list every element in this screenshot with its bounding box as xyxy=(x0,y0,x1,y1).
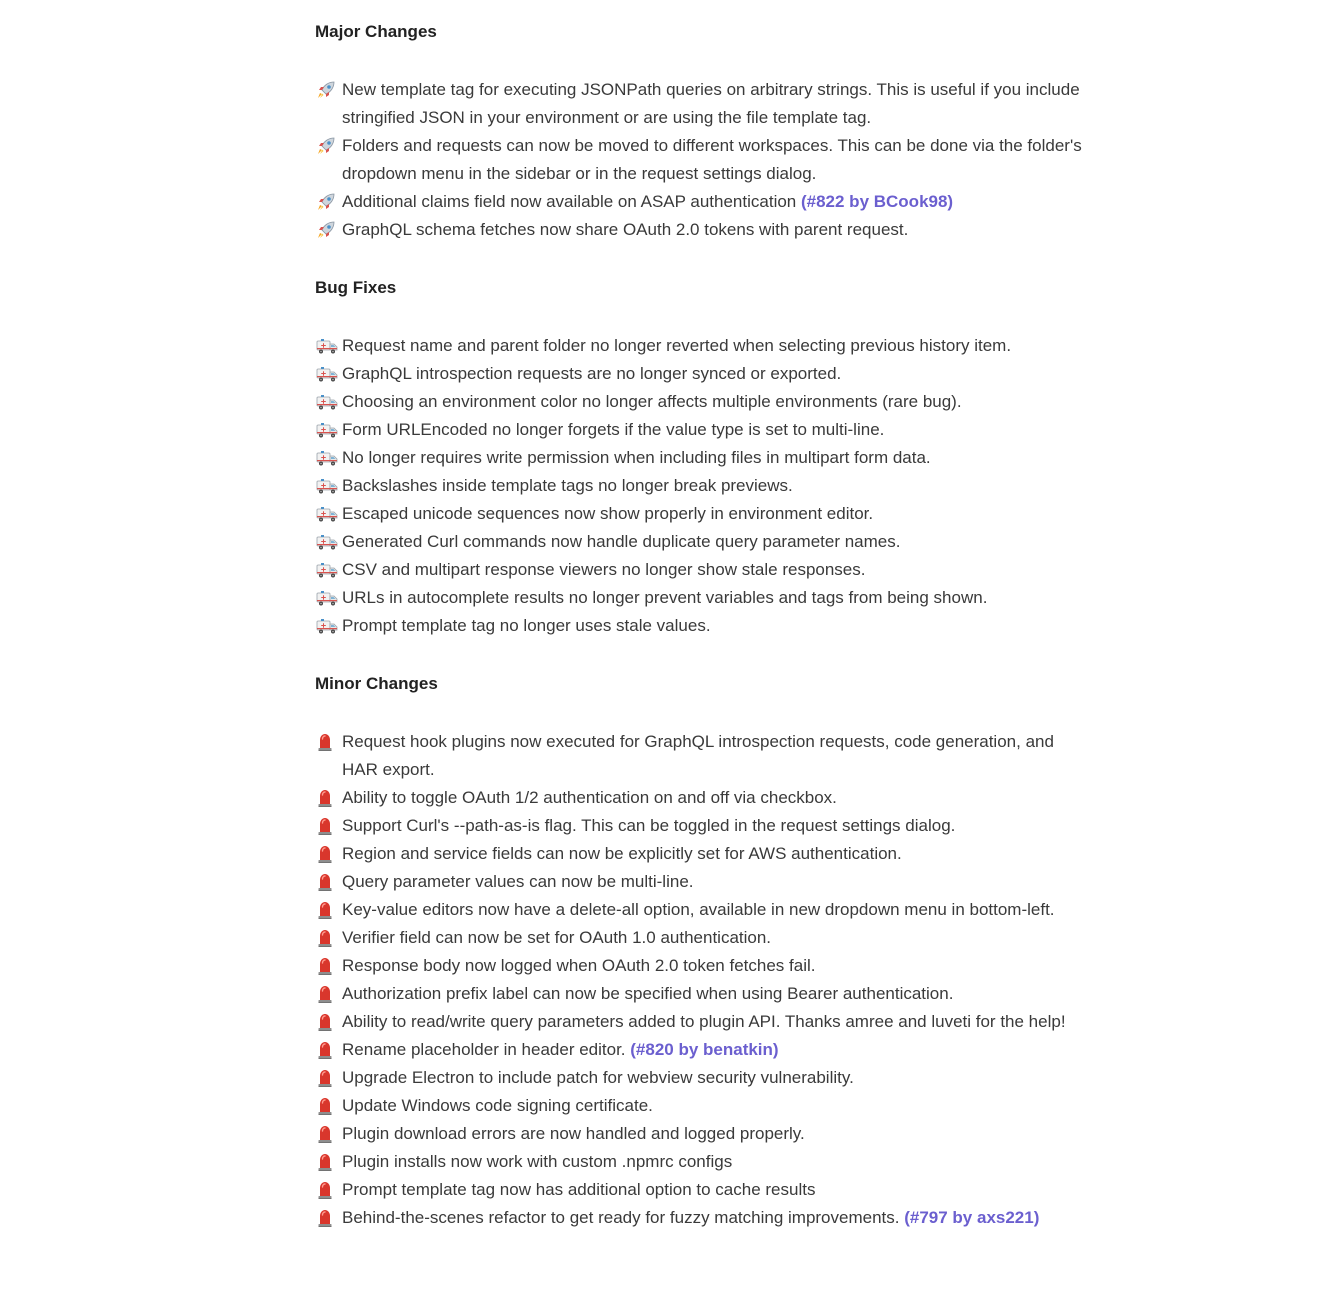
siren-icon xyxy=(315,868,339,896)
item-text: Verifier field can now be set for OAuth 1.0 authentication. xyxy=(342,928,772,947)
item-text: Behind-the-scenes refactor to get ready for fuzzy matching improvements. xyxy=(342,1208,905,1227)
list-item xyxy=(315,1092,1085,1120)
list-item xyxy=(315,360,1085,388)
changelog-content xyxy=(315,18,1085,1232)
section-title: Bug Fixes xyxy=(315,278,397,297)
item-text: Folders and requests can now be moved to different workspaces. This can be done via the folder's dropdown menu in the sidebar or in the request settings dialog. xyxy=(342,136,1082,183)
list-item xyxy=(315,444,1085,472)
item-text: New template tag for executing JSONPath queries on arbitrary strings. This is useful if you include stringified JSON in your environment or are using the file template tag. xyxy=(342,80,1080,127)
list-item xyxy=(315,1176,1085,1204)
ambulance-icon xyxy=(315,416,339,444)
list-item xyxy=(315,840,1085,868)
item-text: Ability to read/write query parameters added to plugin API. Thanks amree and luveti for the help! xyxy=(342,1012,1066,1031)
item-text: Choosing an environment color no longer affects multiple environments (rare bug). xyxy=(342,392,962,411)
ambulance-icon xyxy=(315,444,339,472)
ambulance-icon xyxy=(315,388,339,416)
section-list xyxy=(315,728,1085,1232)
item-text: Plugin download errors are now handled and logged properly. xyxy=(342,1124,805,1143)
siren-icon xyxy=(315,1036,339,1064)
siren-icon xyxy=(315,924,339,952)
list-item xyxy=(315,216,1085,244)
item-text: Escaped unicode sequences now show properly in environment editor. xyxy=(342,504,874,523)
ambulance-icon xyxy=(315,332,339,360)
siren-icon xyxy=(315,952,339,980)
list-item xyxy=(315,1148,1085,1176)
item-text: Additional claims field now available on ASAP authentication xyxy=(342,192,801,211)
item-text: Rename placeholder in header editor. xyxy=(342,1040,631,1059)
siren-icon xyxy=(315,784,339,812)
siren-icon xyxy=(315,980,339,1008)
list-item xyxy=(315,584,1085,612)
siren-icon xyxy=(315,1204,339,1232)
list-item xyxy=(315,1204,1085,1232)
list-item xyxy=(315,896,1085,924)
item-text: Request hook plugins now executed for GraphQL introspection requests, code generation, and HAR export. xyxy=(342,732,1054,779)
ambulance-icon xyxy=(315,528,339,556)
ambulance-icon xyxy=(315,612,339,640)
list-item xyxy=(315,416,1085,444)
item-text: Prompt template tag no longer uses stale values. xyxy=(342,616,711,635)
list-item xyxy=(315,784,1085,812)
rocket-icon xyxy=(315,76,339,104)
list-item xyxy=(315,924,1085,952)
siren-icon xyxy=(315,1120,339,1148)
section-title: Minor Changes xyxy=(315,674,438,693)
item-text: CSV and multipart response viewers no longer show stale responses. xyxy=(342,560,866,579)
siren-icon xyxy=(315,896,339,924)
item-text: Request name and parent folder no longer reverted when selecting previous history item. xyxy=(342,336,1012,355)
item-text: Authorization prefix label can now be specified when using Bearer authentication. xyxy=(342,984,954,1003)
list-item xyxy=(315,188,1085,216)
item-text: Prompt template tag now has additional option to cache results xyxy=(342,1180,816,1199)
ambulance-icon xyxy=(315,360,339,388)
siren-icon xyxy=(315,728,339,756)
list-item xyxy=(315,1008,1085,1036)
list-item xyxy=(315,1120,1085,1148)
item-text: Ability to toggle OAuth 1/2 authentication on and off via checkbox. xyxy=(342,788,837,807)
item-text: Query parameter values can now be multi-line. xyxy=(342,872,694,891)
ambulance-icon xyxy=(315,472,339,500)
rocket-icon xyxy=(315,216,339,244)
item-text: Update Windows code signing certificate. xyxy=(342,1096,653,1115)
siren-icon xyxy=(315,1092,339,1120)
list-item xyxy=(315,388,1085,416)
pull-request-link[interactable]: (#820 by benatkin) xyxy=(630,1040,779,1059)
list-item xyxy=(315,556,1085,584)
list-item xyxy=(315,332,1085,360)
item-text: Generated Curl commands now handle duplicate query parameter names. xyxy=(342,532,901,551)
pull-request-link[interactable]: (#822 by BCook98) xyxy=(800,192,954,211)
list-item xyxy=(315,1064,1085,1092)
list-item xyxy=(315,1036,1085,1064)
ambulance-icon xyxy=(315,556,339,584)
item-text: Form URLEncoded no longer forgets if the value type is set to multi-line. xyxy=(342,420,885,439)
list-item xyxy=(315,868,1085,896)
section-list xyxy=(315,76,1085,244)
item-text: Backslashes inside template tags no longer break previews. xyxy=(342,476,793,495)
list-item xyxy=(315,728,1085,784)
item-text: Upgrade Electron to include patch for webview security vulnerability. xyxy=(342,1068,854,1087)
siren-icon xyxy=(315,1148,339,1176)
list-item xyxy=(315,980,1085,1008)
list-item xyxy=(315,952,1085,980)
siren-icon xyxy=(315,812,339,840)
item-text: GraphQL schema fetches now share OAuth 2.0 tokens with parent request. xyxy=(342,220,909,239)
pull-request-link[interactable]: (#797 by axs221) xyxy=(904,1208,1040,1227)
section-title: Major Changes xyxy=(315,22,437,41)
list-item xyxy=(315,812,1085,840)
list-item xyxy=(315,528,1085,556)
ambulance-icon xyxy=(315,584,339,612)
siren-icon xyxy=(315,1176,339,1204)
list-item xyxy=(315,76,1085,132)
item-text: Response body now logged when OAuth 2.0 token fetches fail. xyxy=(342,956,816,975)
siren-icon xyxy=(315,840,339,868)
item-text: Plugin installs now work with custom .npmrc configs xyxy=(342,1152,733,1171)
item-text: Support Curl's --path-as-is flag. This can be toggled in the request settings dialog. xyxy=(342,816,956,835)
siren-icon xyxy=(315,1008,339,1036)
list-item xyxy=(315,612,1085,640)
rocket-icon xyxy=(315,188,339,216)
list-item xyxy=(315,472,1085,500)
siren-icon xyxy=(315,1064,339,1092)
item-text: Key-value editors now have a delete-all option, available in new dropdown menu in bottom-left. xyxy=(342,900,1055,919)
ambulance-icon xyxy=(315,500,339,528)
item-text: No longer requires write permission when including files in multipart form data. xyxy=(342,448,931,467)
item-text: GraphQL introspection requests are no longer synced or exported. xyxy=(342,364,842,383)
rocket-icon xyxy=(315,132,339,160)
section-list xyxy=(315,332,1085,640)
list-item xyxy=(315,132,1085,188)
item-text: Region and service fields can now be explicitly set for AWS authentication. xyxy=(342,844,902,863)
list-item xyxy=(315,500,1085,528)
item-text: URLs in autocomplete results no longer prevent variables and tags from being shown. xyxy=(342,588,988,607)
